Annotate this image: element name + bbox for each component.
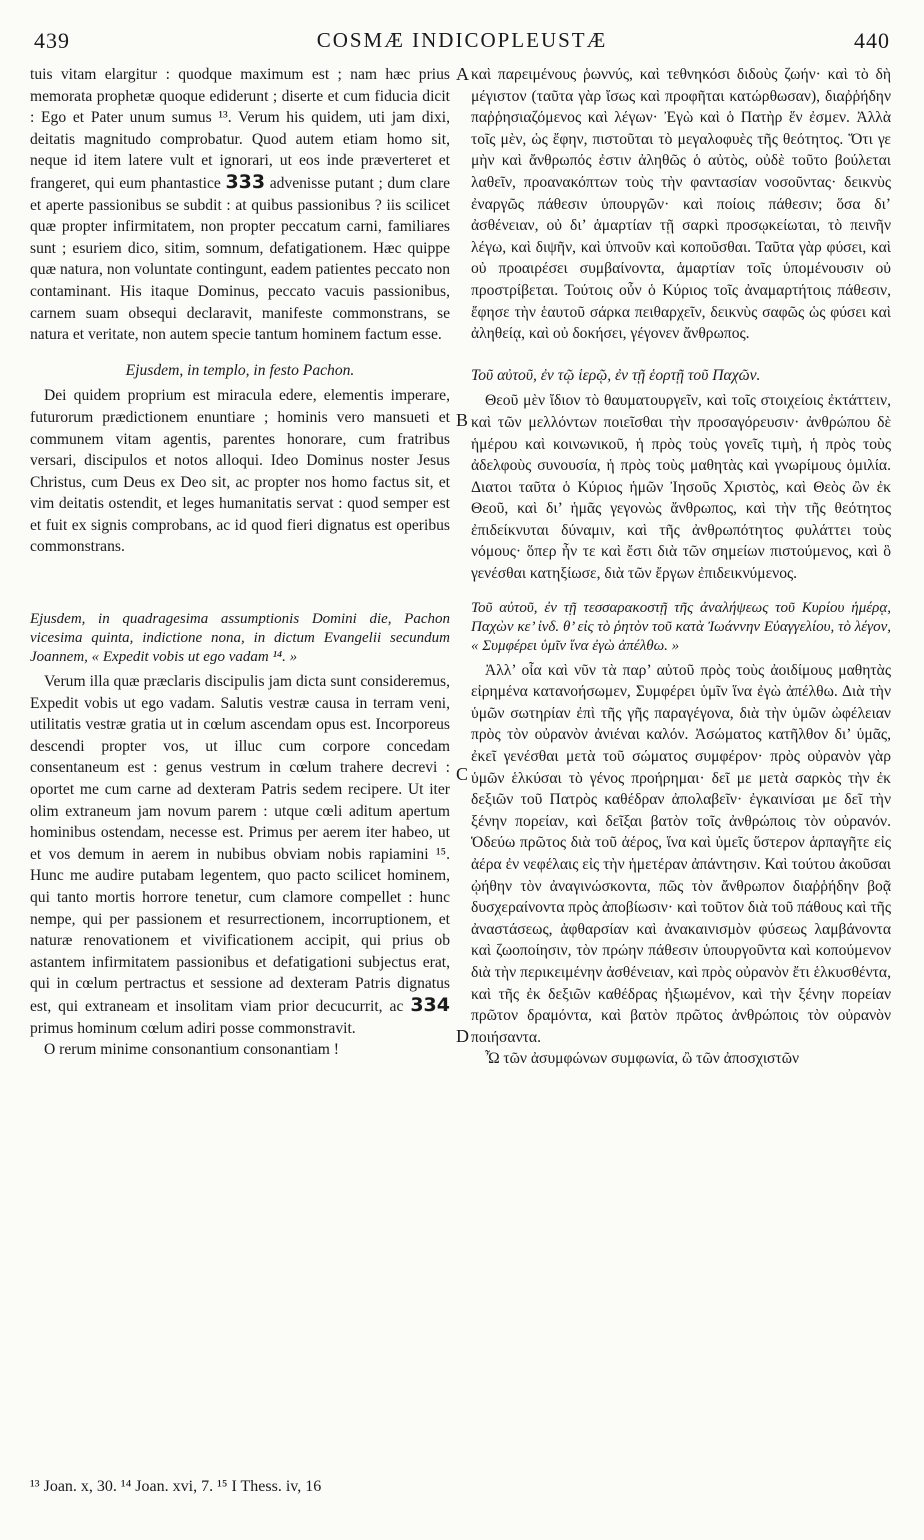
latin-paragraph-4: O rerum minime consonantium consonantiam ! — [44, 1041, 339, 1059]
column-number-334: 334 — [410, 993, 450, 1016]
greek-column — [471, 64, 891, 1070]
latin-paragraph-2: Dei quidem proprium est miracula edere, elementis imperare, futurorum prædictionem enuntiare ; hominis vero mansueti et communem vitam agentis, parentes honorare, cum fratribus versari, discipulos et notos alloqui. Ideo Dominus noster Jesus Christus, cum Deus ex Deo sit, ac propter nos homo factus sit, et vim deitatis ostendit, et leges humanitatis servat : quod semper est et fuit ex signis comprobans, ac id quod fieri dignatus est operibus commonstrans. — [30, 387, 450, 556]
margin-letter-c: C — [456, 764, 469, 784]
footnotes: ¹³ Joan. x, 30. ¹⁴ Joan. xvi, 7. ¹⁵ I Thess. iv, 16 — [30, 1478, 322, 1495]
greek-heading-3: Τοῦ αὐτοῦ, ἐν τῇ τεσσαρακοστῇ τῆς ἀναλήψεως τοῦ Κυρίου ἡμέρᾳ, Παχὼν κε’ ἰνδ. θ’ εἰς τὸ ῥητὸν τοῦ κατὰ Ἰωάννην Εὐαγγελίου, τὸ λέγον, « Συμφέρει ὑμῖν ἵνα ἐγὼ ἀπέλθω. » — [471, 599, 891, 654]
latin-paragraph-1: tuis vitam elargitur : quodque maximum est ; nam hæc prius memorata prophetæ quoque ediderunt ; diserte et cum fiducia dicit : Ego et Pater unum sumus ¹³. Verum his quidem, uti jam dixi, deitatis magnitudo comprobatur. Quod autem etiam homo sit, neque id item latere vult et ignorari, ut eos inde præverteret et frangeret, qui eum phantastice 333 advenisse putant ; dum clare et aperte passionibus se subdit : at quibus passionibus ? iis scilicet quæ propter infirmitatem, non propter peccatum carni, familiares sunt ; esuriem dico, sitim, somnum, defatigationem. Hæc quippe quæ natura, non voluntate contingunt, eadem patientes peccato non contaminant. His itaque Dominus, peccato vacuis passionibus, carnem suam obsequi declaravit, manifeste commonstrans, se natura et veritate, non autem specie tantum hominem factum esse. — [30, 66, 450, 344]
latin-paragraph-3: Verum illa quæ præclaris discipulis jam dicta sunt consideremus, Expedit vobis ut ego vadam. Salutis vestræ causa in terram veni, utilitatis vestræ gratia ut in cœlum ascendam opus est. Incorporeus descendi propter vos, ut illuc cum corpore concedam consentaneum est : genus vestrum in cœlum trahere decrevi : oportet me cum carne ad dexteram Patris sedem recipere. Ut iter olim extraneum jam novum parem : utque cœli aditum apertum hominibus ostendam, necesse est. Primus per aerem iter habeo, ut et vos demum in aerem in nubibus obviam nobis rapiamini ¹⁵. Hunc me audire putabam legentem, quo pacto scilicet hominem, qui tanto mortis horrore tenetur, cum clamore compellet : hunc nempe, qui per passionem et resurrectionem, incorruptionem, et naturæ renovationem et vivificationem accipit, qui prius ob astantem infirmitatem passionibus et defatigationi subjectus erat, qui in cœlum pertractus et sessione ad dexteram Patris dignatus est, qui extraneam et insolitam viam prior decucurrit, ac 334 primus hominum cœlum adiri posse commonstravit. — [30, 673, 450, 1037]
margin-letter-a: A — [456, 64, 469, 84]
margin-letter-b: B — [456, 410, 469, 430]
greek-heading-2: Τοῦ αὐτοῦ, ἐν τῷ ἱερῷ, ἐν τῇ ἑορτῇ τοῦ Παχῶν. — [471, 366, 761, 384]
page-number-right: 440 — [854, 28, 890, 53]
latin-heading-3: Ejusdem, in quadragesima assumptionis Domini die, Pachon vicesima quinta, indictione nona, in dictum Evangelii secundum Joannem, « Expedit vobis ut ego vadam ¹⁴. » — [30, 611, 450, 666]
greek-paragraph-2: Θεοῦ μὲν ἴδιον τὸ θαυματουργεῖν, καὶ τοῖς στοιχείοις ἐκτάττειν, καὶ τῶν μελλόντων ποιεῖσθαι τὴν προσαγόρευσιν· ἀνθρώπου δὲ ἡμέρου καὶ κοινωνικοῦ, ἡ πρὸς τοὺς γονεῖς τιμὴ, ἡ πρὸς τοὺς ἀδελφοὺς συνουσία, ἡ πρὸς τοὺς μαθητὰς καὶ γνωρίμους ὁμιλία. Διατοι ταῦτα ὁ Κύριος ἡμῶν Ἰησοῦς Χριστὸς, καὶ Θεὸς ὢν ἐκ Θεοῦ, καὶ δι’ ἡμᾶς γεγονὼς ἄνθρωπος, καὶ τὴν τῆς θεότητος ἐπιδείκνυται δύναμιν, καὶ τῆς ἀνθρωπότητος φυλάττει τοὺς νόμους· ὅπερ ἦν τε καὶ ἔστι διὰ τῶν σημείων πιστούμενος, καὶ ὃ γενέσθαι κατηξίωσε, διὰ τῶν ἔργων ἐπιδεικνύμενος. — [471, 392, 891, 583]
greek-paragraph-3: Ἀλλ’ οἷα καὶ νῦν τὰ παρ’ αὐτοῦ πρὸς τοὺς ἀοιδίμους μαθητὰς εἰρημένα κατανοήσωμεν, Συμφέρει ὑμῖν ἵνα ἐγὼ ἀπέλθω. Διὰ τὴν ὑμῶν σωτηρίαν ἐπὶ τῆς γῆς παραγέγονα, διὰ τὴν ὑμῶν ὠφέλειαν πρὸς τὸν οὐρανὸν ἀνιέναι καλόν. Ἀσώματος κατῆλθον δι’ ὑμᾶς, ἐκεῖ γενέσθαι μετὰ τοῦ σώματος συμφέρον· πρὸς οὐρανὸν γὰρ ὑμῶν ἑλκύσαι τὸ γένος προήρημαι· δεῖ με μετὰ σαρκὸς τὴν ἐκ δεξιῶν τοῦ Πατρὸς καθέδραν ἀπολαβεῖν· ἐγκαινίσαι με δεῖ τὴν ξένην πορείαν, καὶ δεῖξαι βατὸν τοῖς ἀνθρώποις τὸν οὐρανόν. Ὁδεύω πρῶτος διὰ τοῦ ἀέρος, ἵνα καὶ ὑμεῖς ὕστερον ἁρπαγῆτε εἰς ἀέρα ἐν νεφέλαις εἰς τὴν ἡμετέραν ἀπάντησιν. Καὶ τούτου ἀκοῦσαι ᾠήθην τὸν ἀναγινώσκοντα, πῶς τὸν ἄνθρωπον διαῤῥήδην βοᾷ δυσχεραίνοντα πρὸς ἀποβίωσιν· καὶ τοῦτον διὰ τοῦ πάθους καὶ τῆς ἀναστάσεως, ἀφθαρσίαν καὶ ἀνακαινισμὸν φύσεως λαμβάνοντα καὶ ζωοποίησιν, τὸν πρώην πάθεσιν ὑπουργοῦντα καὶ κοπούμενον διὰ τὴν περικειμένην ἀσθένειαν, καὶ πρὸς οὐρανὸν ἔτι ἑλκυσθέντα, καὶ τῆς ἐκ δεξιῶν καθέδρας ἠξιωμένον, καὶ τὴν ξένην πορείαν πρῶτον δραμόντα, καὶ βατὸν πρῶτος ἀνθρώποις τὸν οὐρανὸν ποιήσαντα. — [471, 661, 891, 1046]
latin-heading-2: Ejusdem, in templo, in festo Pachon. — [125, 361, 355, 379]
greek-paragraph-4: Ὦ τῶν ἀσυμφώνων συμφωνία, ὢ τῶν ἀποσχιστῶν — [485, 1050, 800, 1068]
margin-letter-d: D — [456, 1026, 469, 1046]
greek-paragraph-1: καὶ παρειμένους ῥωννύς, καὶ τεθνηκόσι διδοὺς ζωήν· καὶ τὸ δὴ μέγιστον (ταῦτα γὰρ ἴσως καὶ προφῆται κατώρθωσαν), διαῤῥήδην παῤῥησιαζόμενος καὶ λέγων· Ἐγὼ καὶ ὁ Πατὴρ ἕν ἐσμεν. Ἀλλὰ τοῖς μὲν, ὡς ἔφην, πιστοῦται τὸ μεγαλοφυὲς τῆς θεότητος. Ὅτι γε μὴν καὶ ἄνθρωπός ἐστιν ἀληθῶς ὁ αὐτὸς, οὐδὲ τοῦτο βούλεται λαθεῖν, προανακόπτων τοὺς τὴν φαντασίαν νοσοῦντας· δεικνὺς ἐναργῶς πάθεσιν ὑπουργῶν· καὶ ποίοις πάθεσιν; ὅσα δι’ ἀσθένειαν, οὐ δι’ ἁμαρτίαν τῇ σαρκὶ προσῳκείωται, τὸ πεινῆν λέγω, καὶ διψῆν, καὶ ὑπνοῦν καὶ κοποῦσθαι. Ταῦτα γὰρ φύσει, καὶ οὐ προαιρέσει συμβαίνοντα, ἁμαρτίαν τοῖς ὑπομένουσιν οὐ προστρίβεται. Τούτοις οὖν ὁ Κύριος τοῖς ἀναμαρτήτοις πάθεσιν, ἔφησε τὴν ἑαυτοῦ σάρκα πειθαρχεῖν, δεικνὺς σαφῶς ὡς φύσει καὶ ἀληθείᾳ, καὶ οὐ δοκήσει, γέγονεν ἄνθρωπος. — [471, 66, 891, 343]
page-number-left: 439 — [34, 28, 70, 53]
running-title: COSMÆ INDICOPLEUSTÆ — [316, 28, 608, 52]
page-header — [0, 28, 924, 58]
latin-column — [30, 64, 450, 1061]
column-number-333: 333 — [225, 170, 266, 193]
